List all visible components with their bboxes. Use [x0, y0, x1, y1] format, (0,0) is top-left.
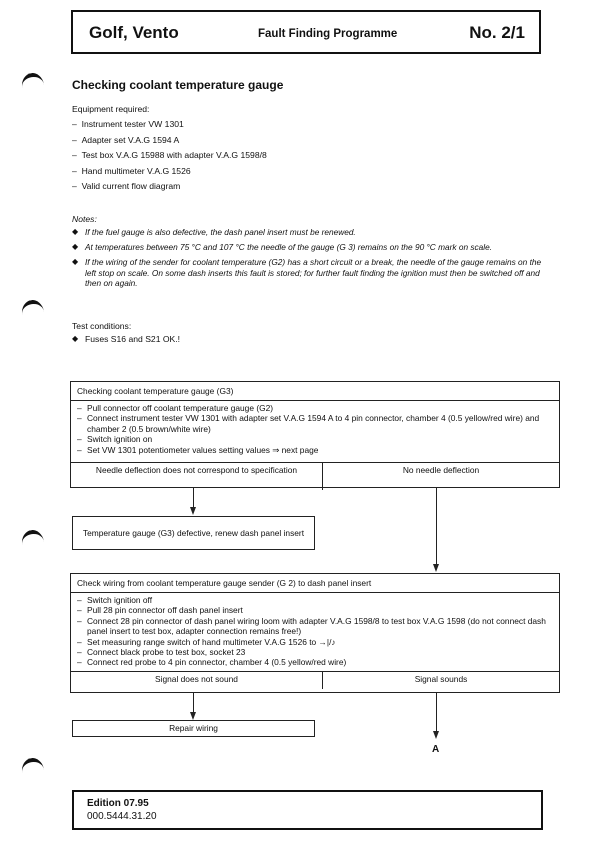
result-repair-wiring: Repair wiring	[72, 720, 315, 737]
arrow-down-icon	[190, 712, 196, 720]
action-item: – Connect 28 pin connector of dash panel wiring loom with adapter V.A.G 1598/8 to test box V.A.G 1598 (do not connect dash panel insert to test box, adapter connection remains free!)	[77, 616, 553, 637]
outcome-right: No needle deflection	[402, 465, 480, 475]
binder-hole-mark	[20, 529, 45, 558]
action-item: – Set VW 1301 potentiometer values setting values ⇒ next page	[77, 445, 553, 455]
notes-label: Notes:	[72, 214, 97, 224]
equipment-label: Equipment required:	[72, 104, 150, 114]
page-header	[71, 10, 541, 54]
step-heading: Check wiring from coolant temperature gauge sender (G 2) to dash panel insert	[71, 574, 559, 593]
step-heading: Checking coolant temperature gauge (G3)	[71, 382, 559, 401]
programme-title: Fault Finding Programme	[258, 28, 398, 40]
action-item: – Switch ignition on	[77, 434, 553, 444]
flow-step-check-gauge	[70, 381, 560, 488]
note-item: ◆ If the wiring of the sender for coolant temperature (G2) has a short circuit or a break, the needle of the gauge remains on the left stop on scale. On some dash inserts this fault is stored; for further fault finding the ignition must then be switched off and then on again.	[72, 257, 542, 289]
vehicle-model: Golf, Vento	[89, 23, 179, 42]
flow-connector	[436, 488, 437, 565]
step-outcomes	[71, 671, 559, 689]
action-item: – Connect red probe to 4 pin connector, chamber 4 (0.5 yellow/red wire)	[77, 657, 553, 667]
action-item: – Connect instrument tester VW 1301 with adapter set V.A.G 1594 A to 4 pin connector, chamber 4 (0.5 yellow/red wire) and chamber 2 (0.5 brown/white wire)	[77, 413, 553, 434]
flow-step-check-wiring	[70, 573, 560, 693]
result-renew-dash-insert: Temperature gauge (G3) defective, renew dash panel insert	[72, 516, 315, 550]
list-item: – Hand multimeter V.A.G 1526	[72, 164, 267, 180]
list-item: – Instrument tester VW 1301	[72, 117, 267, 133]
step-outcomes	[71, 462, 559, 490]
outcome-right: Signal sounds	[414, 674, 468, 684]
outcome-left: Signal does not sound	[71, 672, 323, 689]
list-item: – Test box V.A.G 15988 with adapter V.A.G 1598/8	[72, 148, 267, 164]
document-code: 000.5444.31.20	[87, 811, 157, 822]
arrow-down-icon	[190, 507, 196, 515]
equipment-list	[72, 117, 267, 195]
step-actions	[71, 593, 559, 671]
action-item: – Switch ignition off	[77, 595, 553, 605]
note-item: ◆ If the fuel gauge is also defective, the dash panel insert must be renewed.	[72, 227, 542, 238]
list-item: – Valid current flow diagram	[72, 179, 267, 195]
step-actions	[71, 401, 559, 462]
test-conditions-label: Test conditions:	[72, 321, 132, 331]
flow-connector	[193, 693, 194, 713]
flow-connector	[193, 488, 194, 508]
binder-hole-mark	[20, 299, 45, 328]
continue-marker: A	[432, 744, 440, 755]
note-item: ◆ At temperatures between 75 °C and 107 °C the needle of the gauge (G 3) remains on the 90 °C mark on scale.	[72, 242, 542, 253]
binder-hole-mark	[20, 72, 45, 101]
arrow-down-icon	[433, 564, 439, 572]
action-item: – Connect black probe to test box, socket 23	[77, 647, 553, 657]
binder-hole-mark	[20, 757, 45, 786]
page-number: No. 2/1	[469, 23, 525, 42]
edition-label: Edition 07.95	[87, 798, 149, 809]
arrow-down-icon	[433, 731, 439, 739]
action-item: – Pull 28 pin connector off dash panel insert	[77, 605, 553, 615]
notes-list	[72, 227, 542, 293]
outcome-left: Needle deflection does not correspond to specification	[71, 463, 323, 490]
page-title: Checking coolant temperature gauge	[72, 78, 284, 92]
test-condition-item: ◆ Fuses S16 and S21 OK.!	[72, 334, 180, 344]
page-footer	[72, 790, 543, 830]
list-item: – Adapter set V.A.G 1594 A	[72, 133, 267, 149]
flow-connector	[436, 693, 437, 733]
action-item: – Pull connector off coolant temperature gauge (G2)	[77, 403, 553, 413]
action-item: – Set measuring range switch of hand multimeter V.A.G 1526 to →|/♪	[77, 637, 553, 647]
